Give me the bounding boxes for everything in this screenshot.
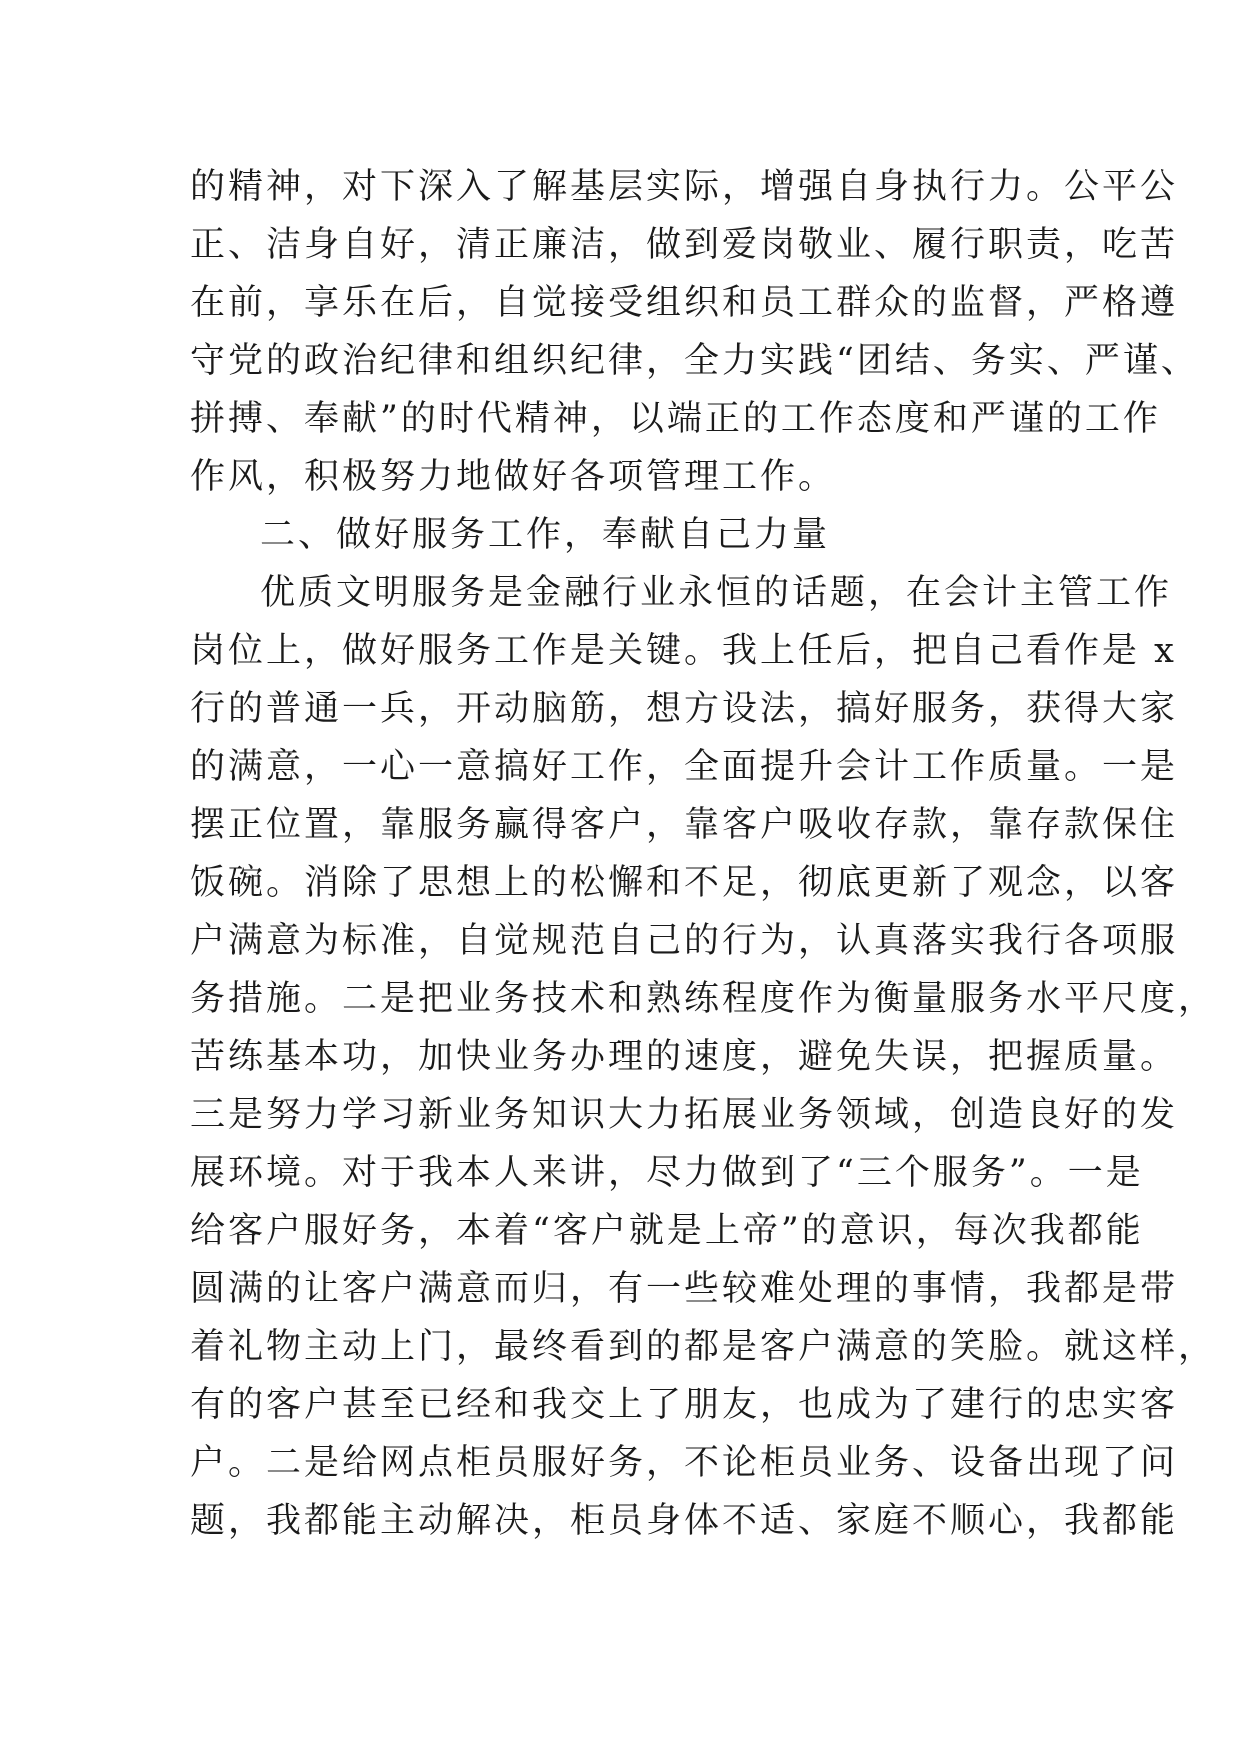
text-line: 户满意为标准，自觉规范自己的行为，认真落实我行各项服 bbox=[190, 921, 1179, 961]
text-line: 饭碗。消除了思想上的松懈和不足，彻底更新了观念，以客 bbox=[190, 863, 1179, 903]
document-body bbox=[190, 158, 1217, 1550]
text-line: 着礼物主动上门，最终看到的都是客户满意的笑脸。就这样， bbox=[190, 1327, 1217, 1367]
text-line: 有的客户甚至已经和我交上了朋友，也成为了建行的忠实客 bbox=[190, 1385, 1179, 1425]
text-line: 给客户服好务，本着“客户就是上帝”的意识，每次我都能 bbox=[190, 1211, 1144, 1251]
text-line: 摆正位置，靠服务赢得客户，靠客户吸收存款，靠存款保住 bbox=[190, 805, 1179, 845]
text-line: 的满意，一心一意搞好工作，全面提升会计工作质量。一是 bbox=[190, 747, 1179, 787]
section-heading: 二、做好服务工作，奉献自己力量 bbox=[260, 515, 831, 555]
text-line: 圆满的让客户满意而归，有一些较难处理的事情，我都是带 bbox=[190, 1269, 1179, 1309]
text-line: 在前，享乐在后，自觉接受组织和员工群众的监督，严格遵 bbox=[190, 283, 1179, 323]
text-line: 三是努力学习新业务知识大力拓展业务领域，创造良好的发 bbox=[190, 1095, 1179, 1135]
text-line: 拼搏、奉献”的时代精神，以端正的工作态度和严谨的工作 bbox=[190, 399, 1161, 439]
text-line: 户。二是给网点柜员服好务，不论柜员业务、设备出现了问 bbox=[190, 1443, 1179, 1483]
text-line: 务措施。二是把业务技术和熟练程度作为衡量服务水平尺度， bbox=[190, 979, 1217, 1019]
text-line: 作风，积极努力地做好各项管理工作。 bbox=[190, 457, 837, 497]
text-line: 正、洁身自好，清正廉洁，做到爱岗敬业、履行职责，吃苦 bbox=[190, 225, 1179, 265]
text-line: 题，我都能主动解决，柜员身体不适、家庭不顺心，我都能 bbox=[190, 1501, 1179, 1541]
text-line: 守党的政治纪律和组织纪律，全力实践“团结、务实、严谨、 bbox=[190, 341, 1199, 381]
text-line: 的精神，对下深入了解基层实际，增强自身执行力。公平公 bbox=[190, 167, 1179, 207]
text-line: 苦练基本功，加快业务办理的速度，避免失误，把握质量。 bbox=[190, 1037, 1179, 1077]
text-line: 岗位上，做好服务工作是关键。我上任后，把自己看作是 x bbox=[190, 631, 1177, 671]
text-line: 行的普通一兵，开动脑筋，想方设法，搞好服务，获得大家 bbox=[190, 689, 1179, 729]
paragraph-first-line: 优质文明服务是金融行业永恒的话题，在会计主管工作 bbox=[260, 573, 1173, 613]
text-line: 展环境。对于我本人来讲，尽力做到了“三个服务”。一是 bbox=[190, 1153, 1144, 1193]
